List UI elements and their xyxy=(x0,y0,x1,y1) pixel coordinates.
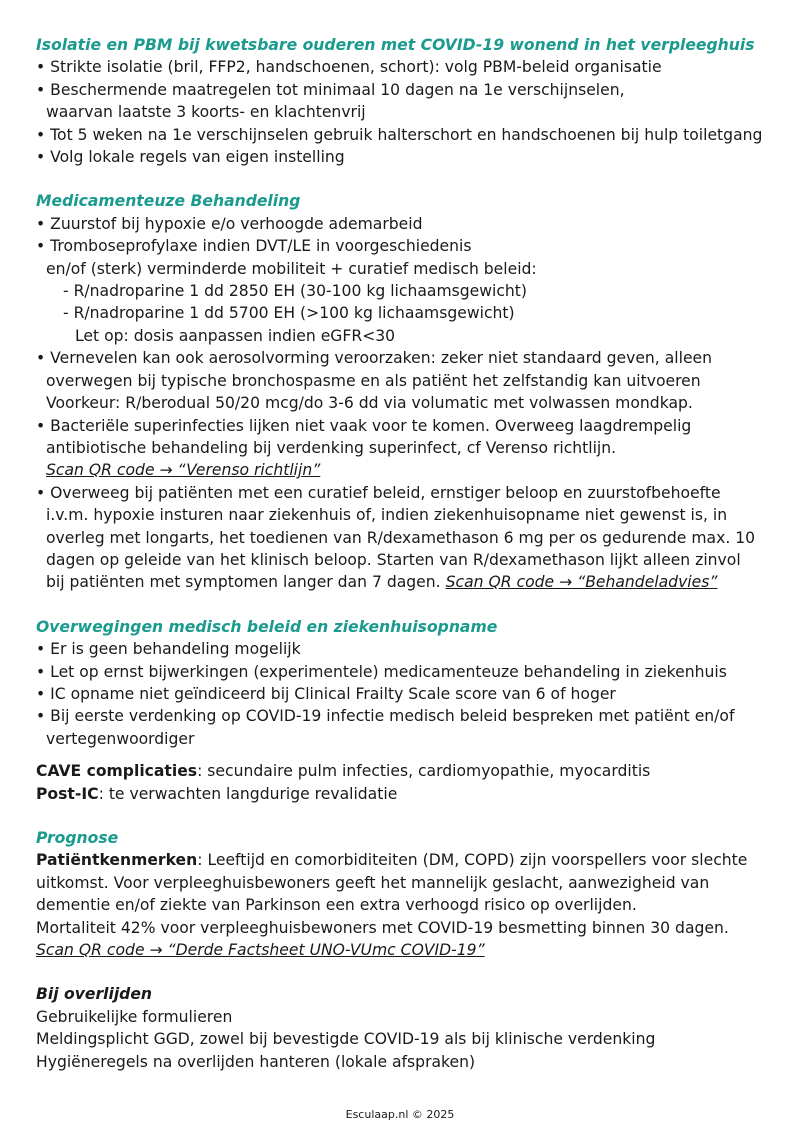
cave-label: CAVE complicaties xyxy=(36,762,198,781)
verenso-link[interactable]: Scan QR code → “Verenso richtlijn” xyxy=(46,461,321,480)
list-item-continuation: vertegenwoordiger xyxy=(46,729,195,748)
heading-bij-overlijden: Bij overlijden xyxy=(36,985,153,1004)
list-item: • Zuurstof bij hypoxie e/o verhoogde ademarbeid xyxy=(36,214,423,233)
list-item-continuation: antibiotische behandeling bij verdenking superinfect, cf Verenso richtlijn. xyxy=(46,438,617,457)
list-item: • Volg lokale regels van eigen instelling xyxy=(36,148,345,167)
list-item-continuation: overwegen bij typische bronchospasme en als patiënt het zelfstandig kan uitvoeren xyxy=(46,371,701,390)
document-body xyxy=(36,34,776,1073)
cave-complicaties xyxy=(36,760,776,782)
post-ic-text: : te verwachten langdurige revalidatie xyxy=(98,784,398,803)
factsheet-link[interactable]: Scan QR code → “Derde Factsheet UNO-VUmc COVID-19” xyxy=(36,941,485,960)
list-item-continuation: overleg met longarts, het toedienen van R/dexamethason 6 mg per os gedurende max. 10 xyxy=(46,528,756,547)
heading-medicamenteuze-behandeling: Medicamenteuze Behandeling xyxy=(36,192,301,211)
patientkenmerken-text: : Leeftijd en comorbiditeiten (DM, COPD) zijn voorspellers voor slechte xyxy=(197,851,748,870)
list-item: • Let op ernst bijwerkingen (experimentele) medicamenteuze behandeling in ziekenhuis xyxy=(36,662,727,681)
heading-prognose: Prognose xyxy=(36,829,119,847)
paragraph-line: dementie en/of ziekte van Parkinson een extra verhoogd risico op overlijden. xyxy=(36,896,637,915)
list-item: • Bij eerste verdenking op COVID-19 infectie medisch beleid bespreken met patiënt en/of xyxy=(36,707,735,726)
list-item-continuation: dagen op geleide van het klinisch beloop. Starten van R/dexamethason lijkt alleen zinvol xyxy=(46,550,741,569)
footer-copyright: Esculaap.nl © 2025 xyxy=(345,1108,455,1121)
list-item: • Vernevelen kan ook aerosolvorming veroorzaken: zeker niet standaard geven, alleen xyxy=(36,349,713,368)
paragraph-line: Hygiëneregels na overlijden hanteren (lokale afspraken) xyxy=(36,1052,476,1071)
sub-list-item: - R/nadroparine 1 dd 5700 EH (>100 kg lichaamsgewicht) xyxy=(63,304,515,323)
list-item: • Tromboseprofylaxe indien DVT/LE in voorgeschiedenis xyxy=(36,237,472,256)
cave-text: : secundaire pulm infecties, cardiomyopathie, myocarditis xyxy=(197,762,651,781)
list-item: • Strikte isolatie (bril, FFP2, handschoenen, schort): volg PBM-beleid organisatie xyxy=(36,58,662,77)
list-item-continuation xyxy=(36,571,776,593)
patientkenmerken-label: Patiëntkenmerken xyxy=(36,851,198,870)
list-item-continuation: i.v.m. hypoxie insturen naar ziekenhuis of, indien ziekenhuisopname niet gewenst is, in xyxy=(46,506,728,525)
list-item: • Bacteriële superinfecties lijken niet vaak voor te komen. Overweeg laagdrempelig xyxy=(36,416,692,435)
paragraph-line: uitkomst. Voor verpleeghuisbewoners geeft het mannelijk geslacht, aanwezigheid van xyxy=(36,873,710,892)
heading-overwegingen: Overwegingen medisch beleid en ziekenhuisopname xyxy=(36,617,498,636)
heading-isolatie: Isolatie en PBM bij kwetsbare ouderen met COVID-19 wonend in het verpleeghuis xyxy=(36,36,755,54)
patientkenmerken xyxy=(36,849,776,871)
behandeladvies-link[interactable]: Scan QR code → “Behandeladvies” xyxy=(445,573,718,592)
list-item-continuation: en/of (sterk) verminderde mobiliteit + curatief medisch beleid: xyxy=(46,259,537,278)
list-item: • Er is geen behandeling mogelijk xyxy=(36,640,301,659)
paragraph-line: Meldingsplicht GGD, zowel bij bevestigde COVID-19 als bij klinische verdenking xyxy=(36,1030,656,1049)
list-item-continuation: Voorkeur: R/berodual 50/20 mcg/do 3-6 dd via volumatic met volwassen mondkap. xyxy=(46,394,693,413)
list-item: • IC opname niet geïndiceerd bij Clinical Frailty Scale score van 6 of hoger xyxy=(36,684,616,703)
list-item: • Overweeg bij patiënten met een curatief beleid, ernstiger beloop en zuurstofbehoefte xyxy=(36,483,721,502)
post-ic-label: Post-IC xyxy=(36,784,99,803)
dosage-note: Let op: dosis aanpassen indien eGFR<30 xyxy=(75,326,396,345)
post-ic xyxy=(36,783,776,805)
sub-list-item: - R/nadroparine 1 dd 2850 EH (30-100 kg lichaamsgewicht) xyxy=(63,282,527,301)
paragraph-line: Mortaliteit 42% voor verpleeghuisbewoners met COVID-19 besmetting binnen 30 dagen. xyxy=(36,918,729,937)
list-item: • Beschermende maatregelen tot minimaal 10 dagen na 1e verschijnselen, xyxy=(36,80,625,99)
list-item-text: bij patiënten met symptomen langer dan 7 dagen. xyxy=(46,573,441,592)
list-item: • Tot 5 weken na 1e verschijnselen gebruik halterschort en handschoenen bij hulp toiletgang xyxy=(36,125,763,144)
paragraph-line: Gebruikelijke formulieren xyxy=(36,1007,233,1026)
list-item-continuation: waarvan laatste 3 koorts- en klachtenvrij xyxy=(46,103,366,122)
